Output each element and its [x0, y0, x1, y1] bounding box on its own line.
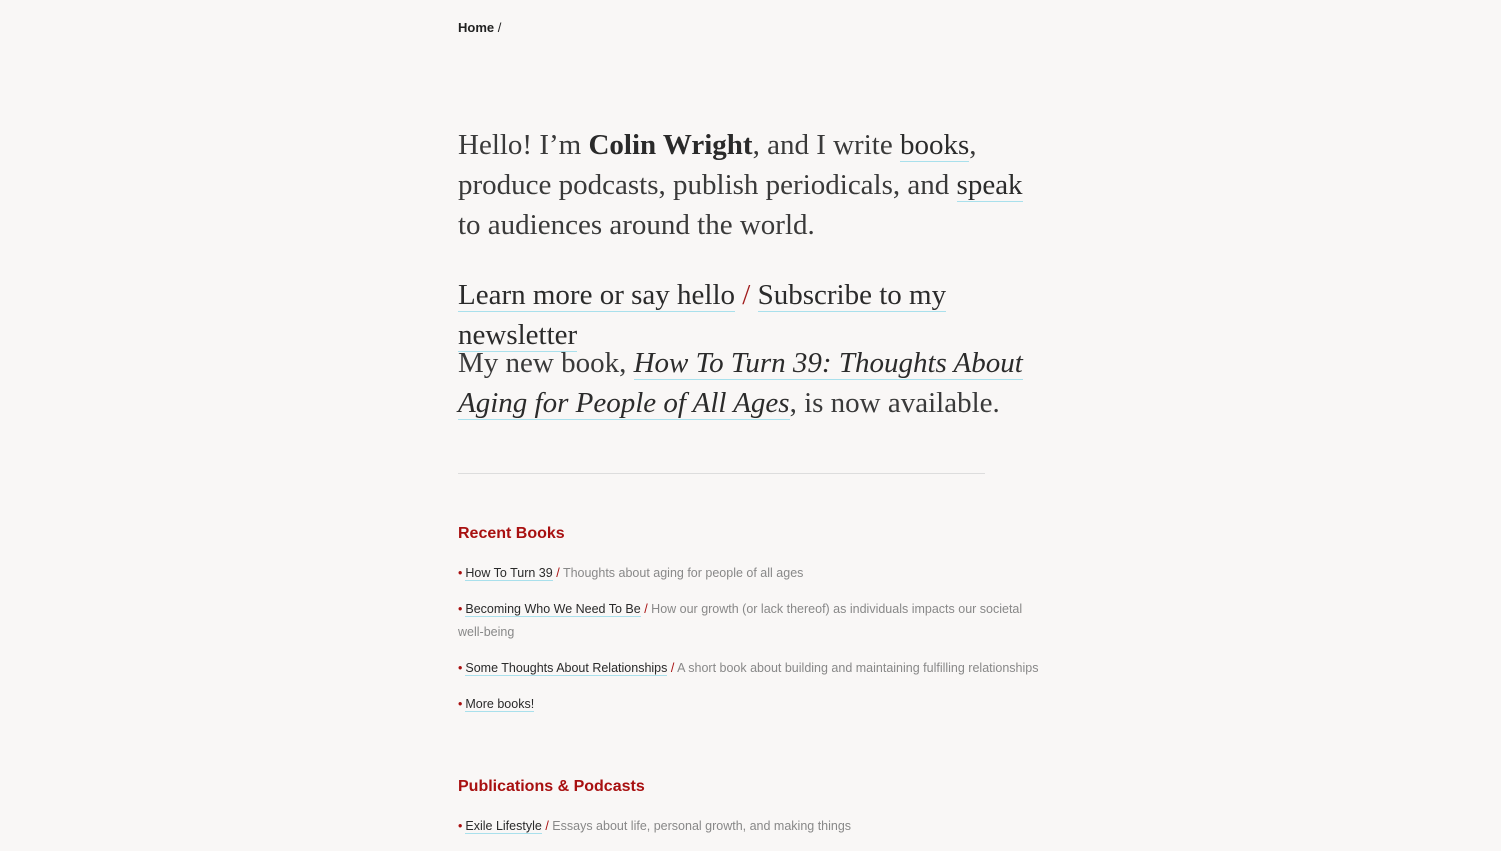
announcement-prefix: My new book, — [458, 347, 634, 379]
item-separator: / — [545, 819, 549, 833]
publication-description: Essays about life, personal growth, and making things — [552, 819, 852, 833]
item-separator: / — [644, 602, 648, 616]
item-separator: / — [556, 566, 560, 580]
bullet-icon: • — [458, 697, 463, 711]
announcement-suffix: , is now available. — [789, 387, 1000, 419]
bullet-icon: • — [458, 602, 463, 616]
breadcrumb-home-link[interactable]: Home — [458, 20, 495, 35]
recent-books-list — [458, 562, 1048, 729]
bullet-icon: • — [458, 661, 463, 675]
recent-books-heading: Recent Books — [458, 525, 565, 542]
book-description: A short book about building and maintaining fulfilling relationships — [677, 661, 1039, 675]
books-link[interactable]: books — [899, 129, 970, 161]
list-item — [458, 815, 1048, 838]
intro-paragraph — [458, 125, 1038, 245]
publications-list — [458, 815, 1048, 851]
list-item — [458, 598, 1048, 644]
intro-text-3: , produce podcasts, publish periodicals, and — [458, 129, 977, 201]
cta-separator: / — [742, 279, 751, 311]
book-description: Thoughts about aging for people of all ages — [562, 566, 804, 580]
book-description: How our growth (or lack thereof) as individuals impacts our societal well-being — [458, 602, 1023, 639]
new-book-announcement — [458, 343, 1048, 423]
intro-text-1: Hello! I’m — [458, 129, 589, 161]
book-link[interactable]: Some Thoughts About Relationships — [465, 661, 668, 675]
intro-text-4: to audiences around the world. — [458, 209, 815, 241]
intro-text-2: , and I write — [752, 129, 900, 161]
author-name: Colin Wright — [588, 129, 753, 161]
publications-heading: Publications & Podcasts — [458, 778, 645, 795]
publication-link[interactable]: Exile Lifestyle — [465, 819, 542, 833]
speak-link[interactable]: speak — [956, 169, 1023, 201]
new-book-title: How To Turn 39: Thoughts About Aging for People of All Ages — [458, 347, 1023, 419]
book-link[interactable]: Becoming Who We Need To Be — [465, 602, 641, 616]
bullet-icon: • — [458, 566, 463, 580]
bullet-icon: • — [458, 819, 463, 833]
item-separator: / — [670, 661, 675, 675]
section-divider — [458, 473, 985, 474]
list-item — [458, 693, 1048, 716]
learn-more-link[interactable]: Learn more or say hello — [458, 279, 736, 311]
subscribe-newsletter-link[interactable]: Subscribe to my newsletter — [458, 279, 947, 351]
breadcrumb-separator: / — [497, 20, 502, 35]
more-books-link[interactable]: More books! — [465, 697, 535, 711]
list-item — [458, 562, 1048, 585]
list-item — [458, 657, 1048, 680]
book-link[interactable]: How To Turn 39 — [465, 566, 553, 580]
breadcrumb — [458, 20, 1048, 35]
